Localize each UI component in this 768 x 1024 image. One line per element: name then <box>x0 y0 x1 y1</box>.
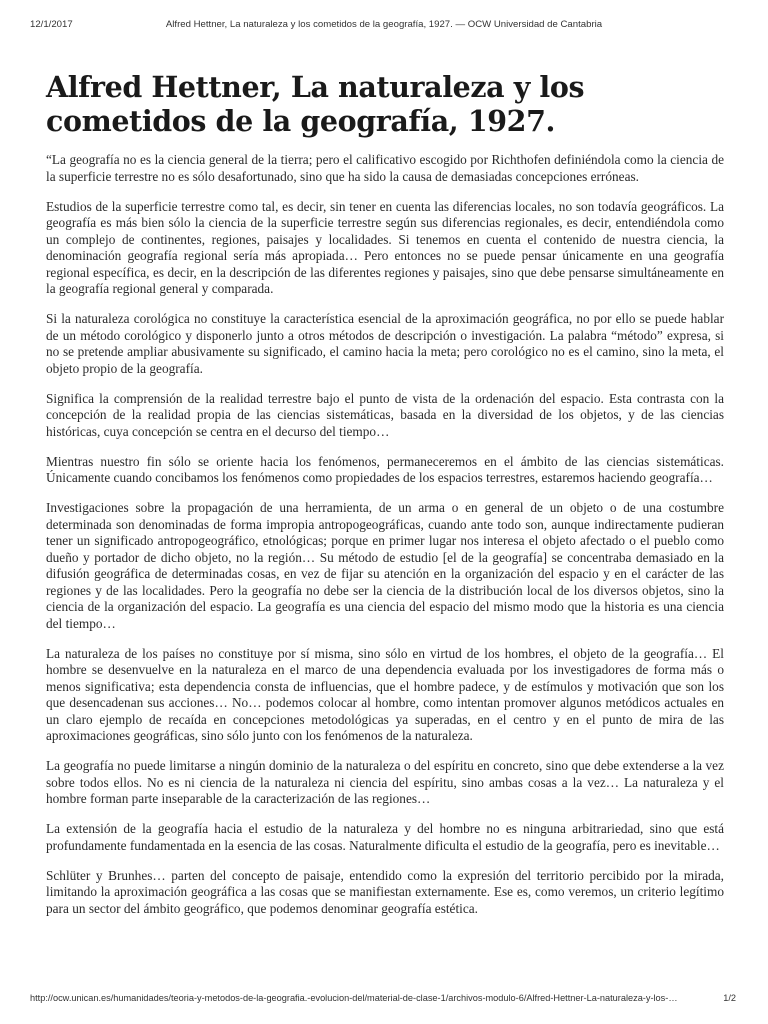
paragraph: La geografía no puede limitarse a ningún dominio de la naturaleza o del espíritu en concreto, sino que debe extenderse a la vez sobre todos ellos. No es ni ciencia de la naturaleza ni ciencia del espíritu, sino ambas cosas a la vez… La naturaleza y el hombre forman parte inseparable de la caracterización de las regiones… <box>46 758 724 806</box>
paragraph: Estudios de la superficie terrestre como tal, es decir, sin tener en cuenta las diferencias locales, no son todavía geográficos. La geografía es más bien sólo la ciencia de la superficie terrestre según sus diferencias regionales, es decir, entendiéndola como un complejo de continentes, regiones, paisajes y localidades. Si tenemos en cuenta el contenido de nuestra ciencia, la denominación geografía regional sería más apropiada… Pero entonces no se puede pensar únicamente en una geografía regional específica, es decir, en la descripción de las diferentes regiones y paisajes, sino que debe pensarse simultáneamente en la geografía regional general y comparada. <box>46 198 724 296</box>
article <box>46 70 724 931</box>
paragraph: Si la naturaleza corológica no constituye la característica esencial de la aproximación geográfica, no por ello se puede hablar de un método corológico y disponerlo junto a otros métodos de descripción o investigación. La palabra “método” expresa, si no se pretende ampliar abusivamente su significado, el camino hacia la meta; pero corológico no es el camino, sino la meta, el objeto propio de la geografía. <box>46 311 724 376</box>
paragraph: Schlüter y Brunhes… parten del concepto de paisaje, entendido como la expresión del territorio percibido por la mirada, limitando la aproximación geográfica a las cosas que se manifiestan externamente. Ese es, como veremos, un criterio legítimo para un sector del ámbito geográfico, que podemos denominar geografía estética. <box>46 867 724 916</box>
print-header <box>0 19 768 33</box>
print-date: 12/1/2017 <box>30 19 73 30</box>
paragraph: La extensión de la geografía hacia el estudio de la naturaleza y del hombre no es ninguna arbitrariedad, sino que está profundamente fundamentada en la esencia de las cosas. Naturalmente dificulta el estudio de la geografía, pero es inevitable… <box>46 821 724 853</box>
paragraph: Investigaciones sobre la propagación de una herramienta, de un arma o en general de un objeto o de una costumbre determinada son denominadas de forma impropia antropogeográficas, cuando ante todo son, aunque indirectamente pudieran tener un significado antropogeográfico, etnológicas; porque en primer lugar nos interesa el objeto afectado o el pueblo como dueño y portador de dicho objeto, no la región… Su método de estudio [el de la geografía] se concentraba demasiado en la difusión geográfica de determinadas cosas, en vez de fijar su atención en la organización del espacio y en el carácter de las regiones y de las localidades. Pero la geografía no debe ser la ciencia de la distribución local de los diversos objetos, sino la ciencia de la organización del espacio. La geografía es una ciencia del espacio del mismo modo que la historia es una ciencia del tiempo… <box>46 500 724 631</box>
paragraph: La naturaleza de los países no constituye por sí misma, sino sólo en virtud de los hombres, el objeto de la geografía… El hombre se desenvuelve en la naturaleza en el marco de una dependencia evaluada por los investigadores de forma más o menos significativa; esta dependencia consta de influencias, que el hombre padece, y de estímulos y motivación que son los que desencadenan sus acciones… No… podemos colocar al hombre, como intentan promover algunos metódicos actuales en un claro ejemplo de recaída en concepciones metodológicas ya superadas, en el centro y en el punto de mira de las aproximaciones geográficas, sino sólo junto con los fenómenos de la naturaleza. <box>46 645 724 743</box>
paragraph: “La geografía no es la ciencia general de la tierra; pero el calificativo escogido por Richthofen definiéndola como la ciencia de la superficie terrestre no es sólo desafortunado, sino que ha sido la causa de demasiadas concepciones erróneas. <box>46 152 724 184</box>
print-footer <box>0 993 768 1007</box>
paragraph: Mientras nuestro fin sólo se oriente hacia los fenómenos, permaneceremos en el ámbito de las ciencias sistemáticas. Únicamente cuando concibamos los fenómenos como propiedades de los espacios terrestres, estaremos haciendo geografía… <box>46 453 724 485</box>
print-page-title: Alfred Hettner, La naturaleza y los cometidos de la geografía, 1927. — OCW Universidad de Cantabria <box>165 19 603 30</box>
article-body <box>46 152 724 917</box>
article-title: Alfred Hettner, La naturaleza y los cometidos de la geografía, 1927. <box>46 70 585 138</box>
print-url: http://ocw.unican.es/humanidades/teoria-y-metodos-de-la-geografia.-evolucion-del/material-de-clase-1/archivos-modulo-6/Alfred-Hettner-La-naturaleza-y-los-… <box>30 993 678 1003</box>
paragraph: Significa la comprensión de la realidad terrestre bajo el punto de vista de la ordenación del espacio. Esta contrasta con la concepción de la realidad propia de las ciencias sistemáticas, basada en la diversidad de los objetos, y de las ciencias históricas, cuya concepción se centra en el decurso del tiempo… <box>46 390 724 439</box>
page-number: 1/2 <box>723 993 736 1003</box>
